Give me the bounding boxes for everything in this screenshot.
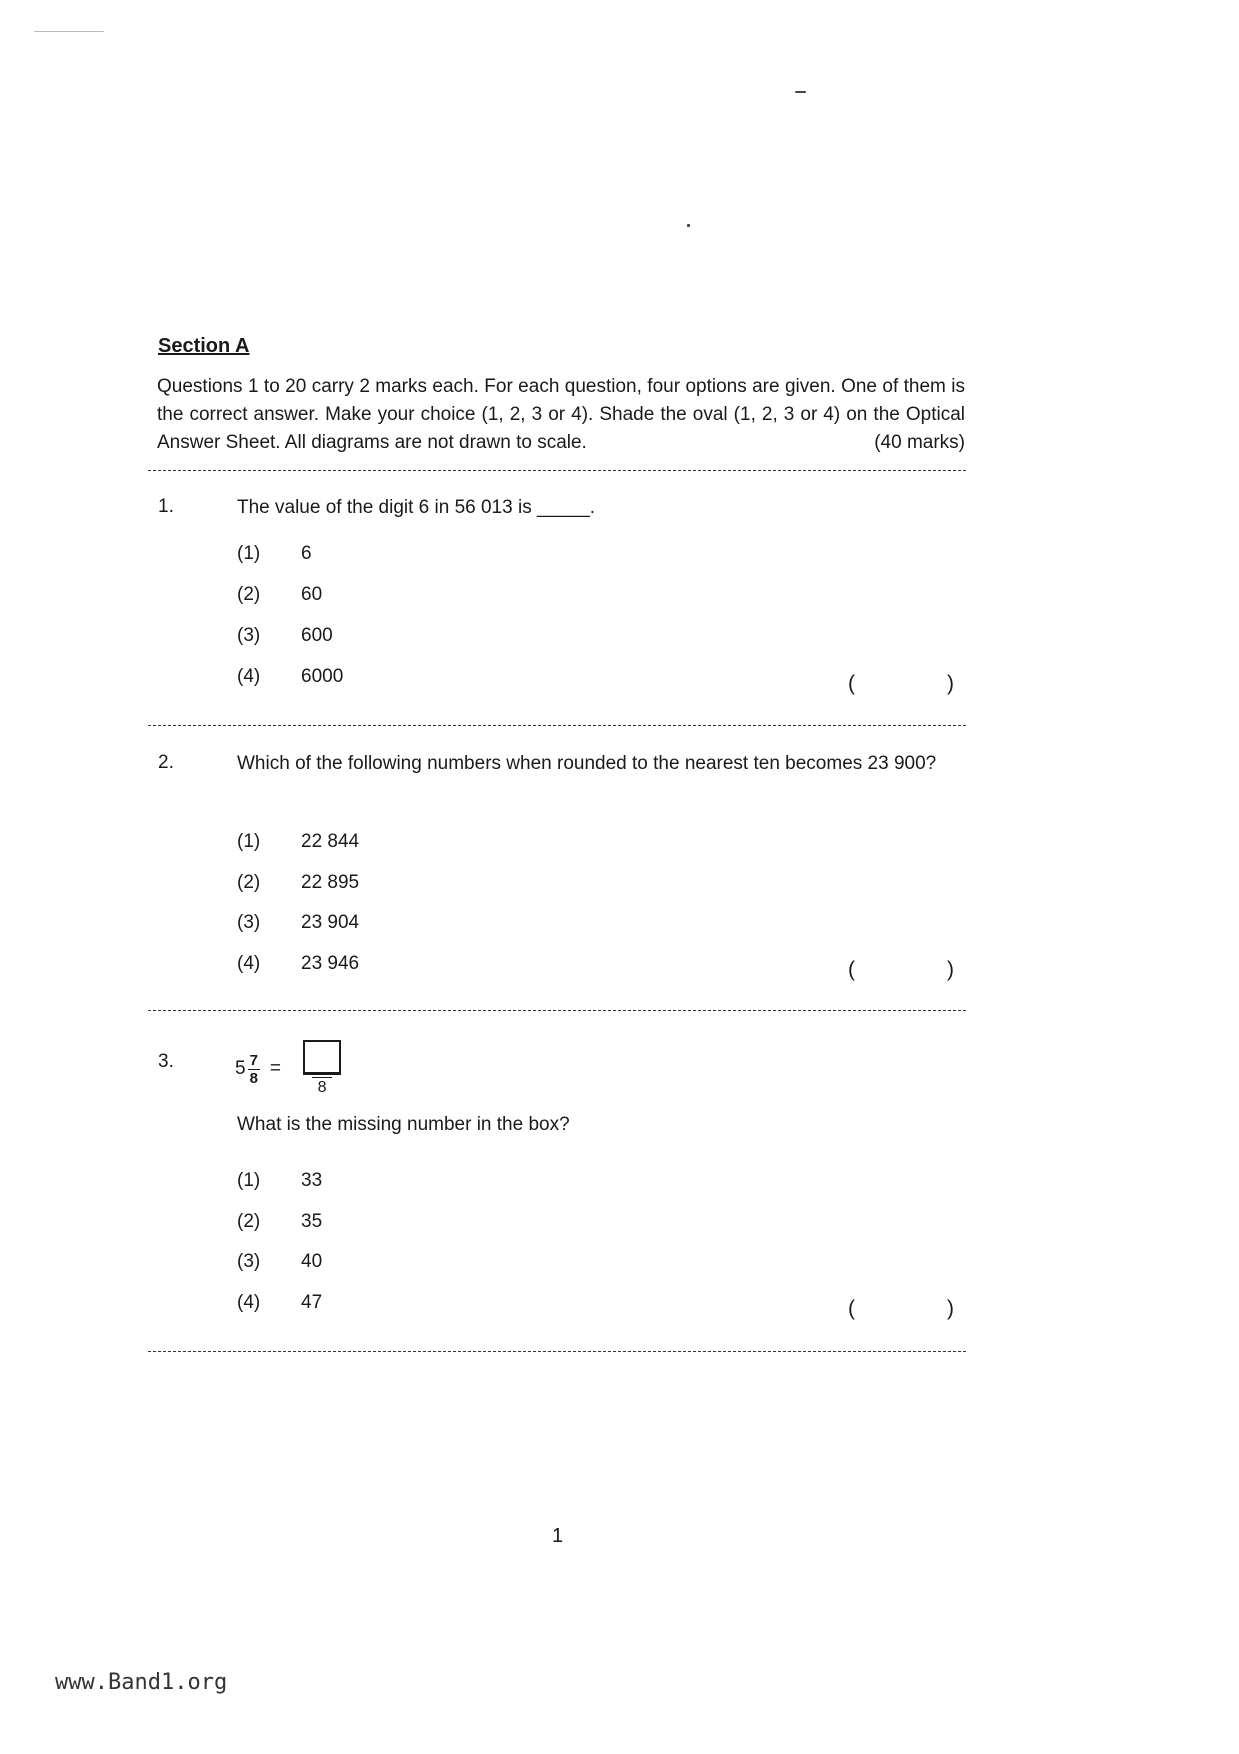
section-instructions <box>157 373 965 457</box>
option-number: (4) <box>237 666 261 687</box>
question-number: 3. <box>158 1051 174 1072</box>
option-1[interactable] <box>237 1170 322 1192</box>
watermark: www.Band1.org <box>55 1670 228 1695</box>
option-value: 47 <box>301 1292 323 1313</box>
section-title: Section A <box>158 335 250 357</box>
option-1[interactable] <box>237 543 312 565</box>
option-number: (1) <box>237 1170 261 1191</box>
question-number: 1. <box>158 496 174 517</box>
bracket-open: ( <box>848 1297 855 1320</box>
option-3[interactable] <box>237 625 333 647</box>
fraction-whole: 5 <box>235 1058 246 1079</box>
option-1[interactable] <box>237 831 359 853</box>
question-text: What is the missing number in the box? <box>237 1114 570 1135</box>
bracket-open: ( <box>848 672 855 695</box>
option-number: (2) <box>237 584 261 605</box>
option-value: 23 946 <box>301 953 360 974</box>
fraction-denominator: 8 <box>249 1069 258 1087</box>
scan-speck <box>795 91 806 93</box>
option-2[interactable] <box>237 872 359 894</box>
divider <box>148 1351 966 1352</box>
option-4[interactable] <box>237 666 343 688</box>
bracket-close: ) <box>947 958 954 981</box>
bracket-close: ) <box>947 1297 954 1320</box>
question-number: 2. <box>158 752 174 773</box>
total-marks: (40 marks) <box>874 432 965 453</box>
option-number: (2) <box>237 872 261 893</box>
option-value: 35 <box>301 1211 323 1232</box>
option-number: (3) <box>237 625 261 646</box>
option-number: (2) <box>237 1211 261 1232</box>
page-number: 1 <box>552 1525 564 1547</box>
option-value: 6 <box>301 543 312 564</box>
fraction-part <box>248 1052 260 1087</box>
question-text: The value of the digit 6 in 56 013 is _____. <box>237 497 596 518</box>
option-value: 40 <box>301 1251 323 1272</box>
option-number: (1) <box>237 831 261 852</box>
scan-speck <box>687 224 690 227</box>
divider <box>148 725 966 726</box>
fraction-numerator: 7 <box>249 1051 258 1069</box>
answer-bracket[interactable] <box>848 958 954 982</box>
option-4[interactable] <box>237 1292 322 1314</box>
option-number: (1) <box>237 543 261 564</box>
option-value: 23 904 <box>301 912 360 933</box>
option-value: 6000 <box>301 666 344 687</box>
option-4[interactable] <box>237 953 359 975</box>
option-value: 22 844 <box>301 831 360 852</box>
answer-bracket[interactable] <box>848 672 954 696</box>
question-text: Which of the following numbers when rounded to the nearest ten becomes 23 900? <box>237 753 937 774</box>
missing-number-box <box>303 1040 341 1075</box>
bracket-close: ) <box>947 672 954 695</box>
result-denominator: 8 <box>312 1077 333 1098</box>
bracket-open: ( <box>848 958 855 981</box>
option-value: 22 895 <box>301 872 360 893</box>
answer-bracket[interactable] <box>848 1297 954 1321</box>
option-value: 600 <box>301 625 333 646</box>
instructions-text: Questions 1 to 20 carry 2 marks each. For each question, four options are given. One of them is the correct answer. Make your choice (1, 2, 3 or 4). Shade the oval (1, 2, 3 or 4) on the Optical Answer Sheet. All diagrams are not drawn to scale. <box>157 376 965 453</box>
option-2[interactable] <box>237 584 322 606</box>
option-number: (4) <box>237 1292 261 1313</box>
divider <box>148 470 966 471</box>
divider <box>148 1010 966 1011</box>
result-fraction <box>303 1040 341 1098</box>
option-value: 33 <box>301 1170 323 1191</box>
equals-sign: = <box>269 1058 282 1079</box>
option-number: (4) <box>237 953 261 974</box>
option-2[interactable] <box>237 1211 322 1233</box>
option-number: (3) <box>237 1251 261 1272</box>
scan-speck <box>34 31 104 32</box>
option-value: 60 <box>301 584 323 605</box>
option-number: (3) <box>237 912 261 933</box>
option-3[interactable] <box>237 1251 322 1273</box>
mixed-fraction-equation <box>235 1040 341 1098</box>
option-3[interactable] <box>237 912 359 934</box>
